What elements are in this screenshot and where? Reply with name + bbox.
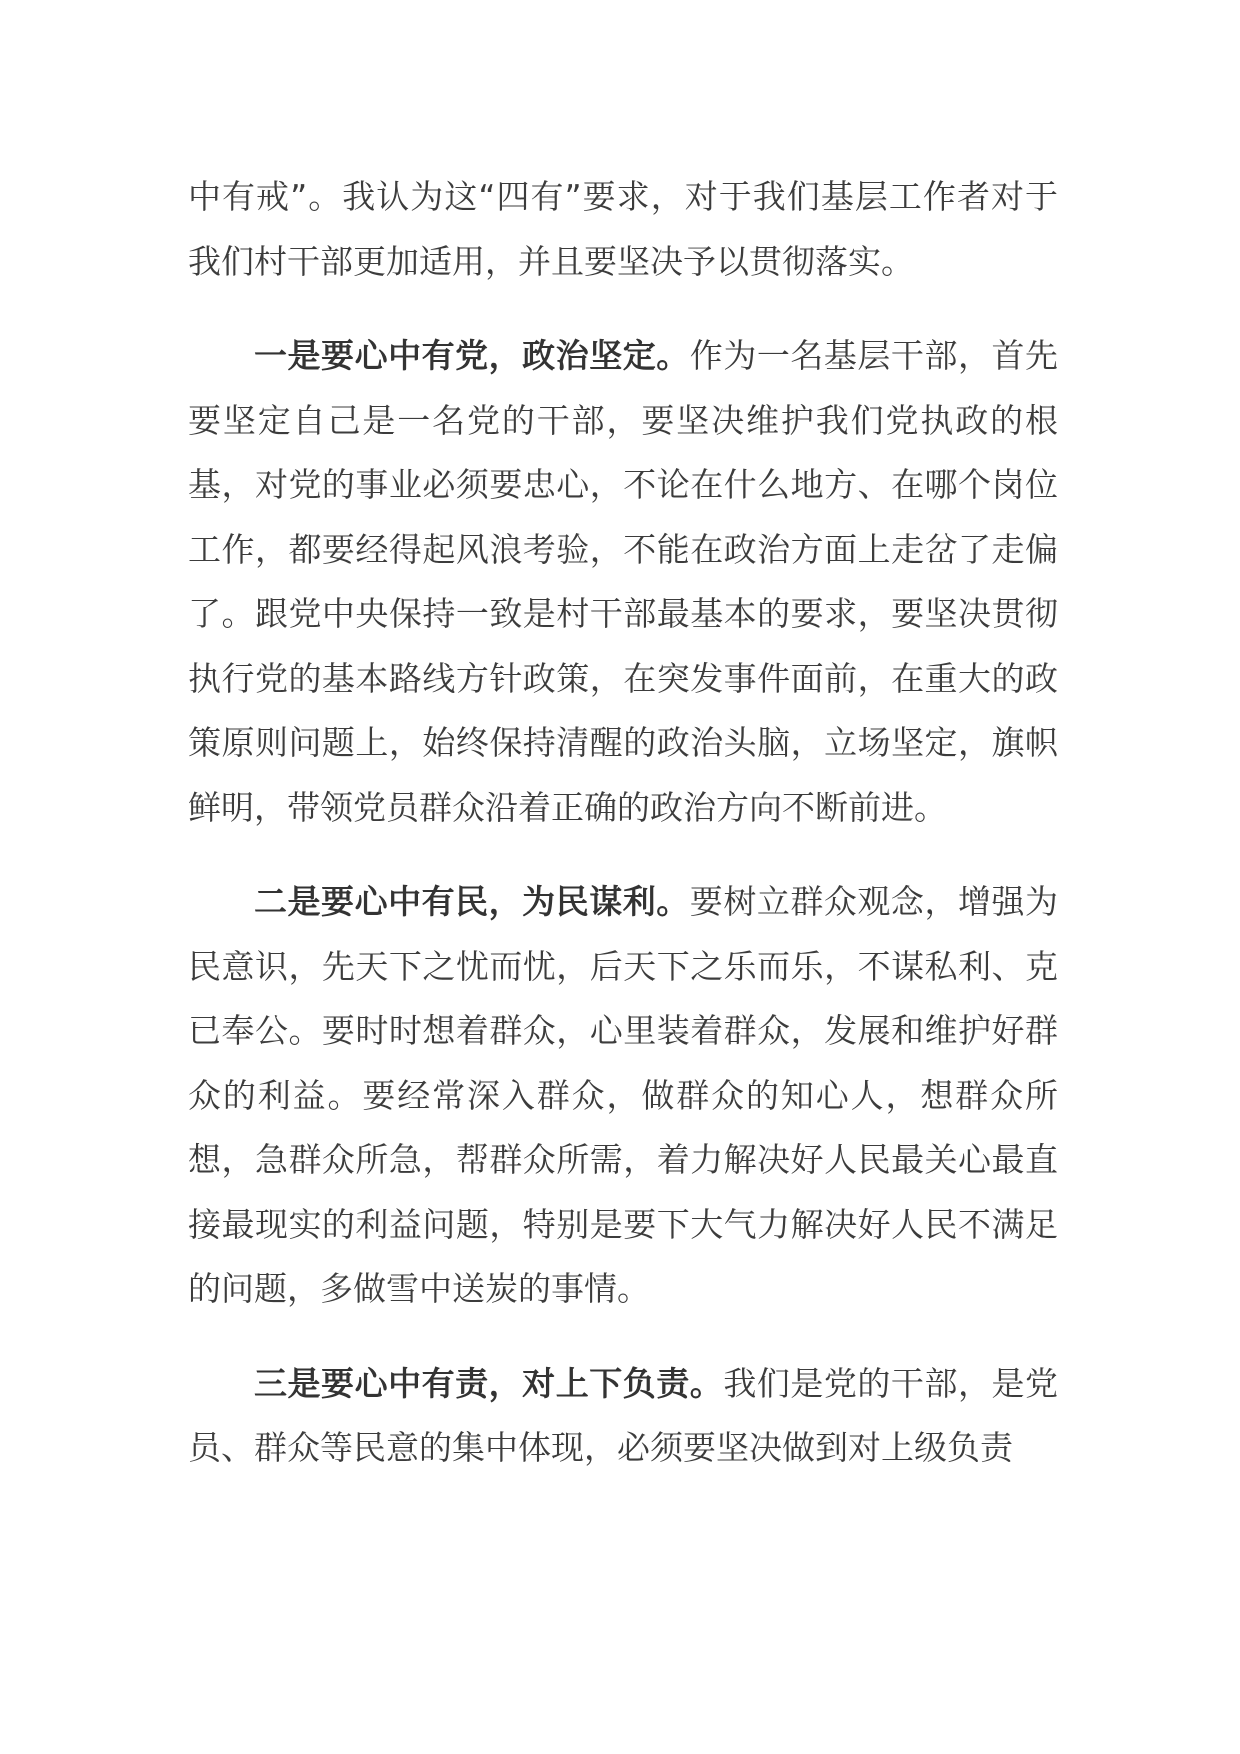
paragraph-party — [188, 324, 1058, 840]
paragraph-text: 我们是党的干部，是党员、群众等民意的集中体现，必须要坚决做到对上级负责 — [188, 1363, 1059, 1467]
paragraph-people — [188, 870, 1058, 1322]
paragraph-responsibility — [188, 1352, 1058, 1481]
paragraph-text: 要树立群众观念，增强为民意识，先天下之忧而忧，后天下之乐而乐，不谋私利、克已奉公。要时时想着群众，心里装着群众，发展和维护好群众的利益。要经常深入群众，做群众的知心人，想群众所想，急群众所急，帮群众所需，着力解决好人民最关心最直接最现实的利益问题，特别是要下大气力解决好人民不满足的问题，多做雪中送炭的事情。 — [188, 882, 1059, 1308]
paragraph-heading: 一是要心中有党，政治坚定。 — [254, 336, 690, 375]
paragraph-text: 中有戒”。我认为这“四有”要求，对于我们基层工作者对于我们村干部更加适用，并且要坚决予以贯彻落实。 — [188, 177, 1058, 281]
paragraph-continuation — [188, 165, 1058, 294]
document-body — [188, 165, 1058, 1481]
paragraph-heading: 三是要心中有责，对上下负责。 — [254, 1363, 724, 1403]
paragraph-heading: 二是要心中有民，为民谋利。 — [254, 882, 690, 921]
paragraph-text: 作为一名基层干部，首先要坚定自己是一名党的干部，要坚决维护我们党执政的根基，对党的事业必须要忠心，不论在什么地方、在哪个岗位工作，都要经得起风浪考验，不能在政治方面上走岔了走偏了。跟党中央保持一致是村干部最基本的要求，要坚决贯彻执行党的基本路线方针政策，在突发事件面前，在重大的政策原则问题上，始终保持清醒的政治头脑，立场坚定，旗帜鲜明，带领党员群众沿着正确的政治方向不断前进。 — [188, 336, 1059, 827]
